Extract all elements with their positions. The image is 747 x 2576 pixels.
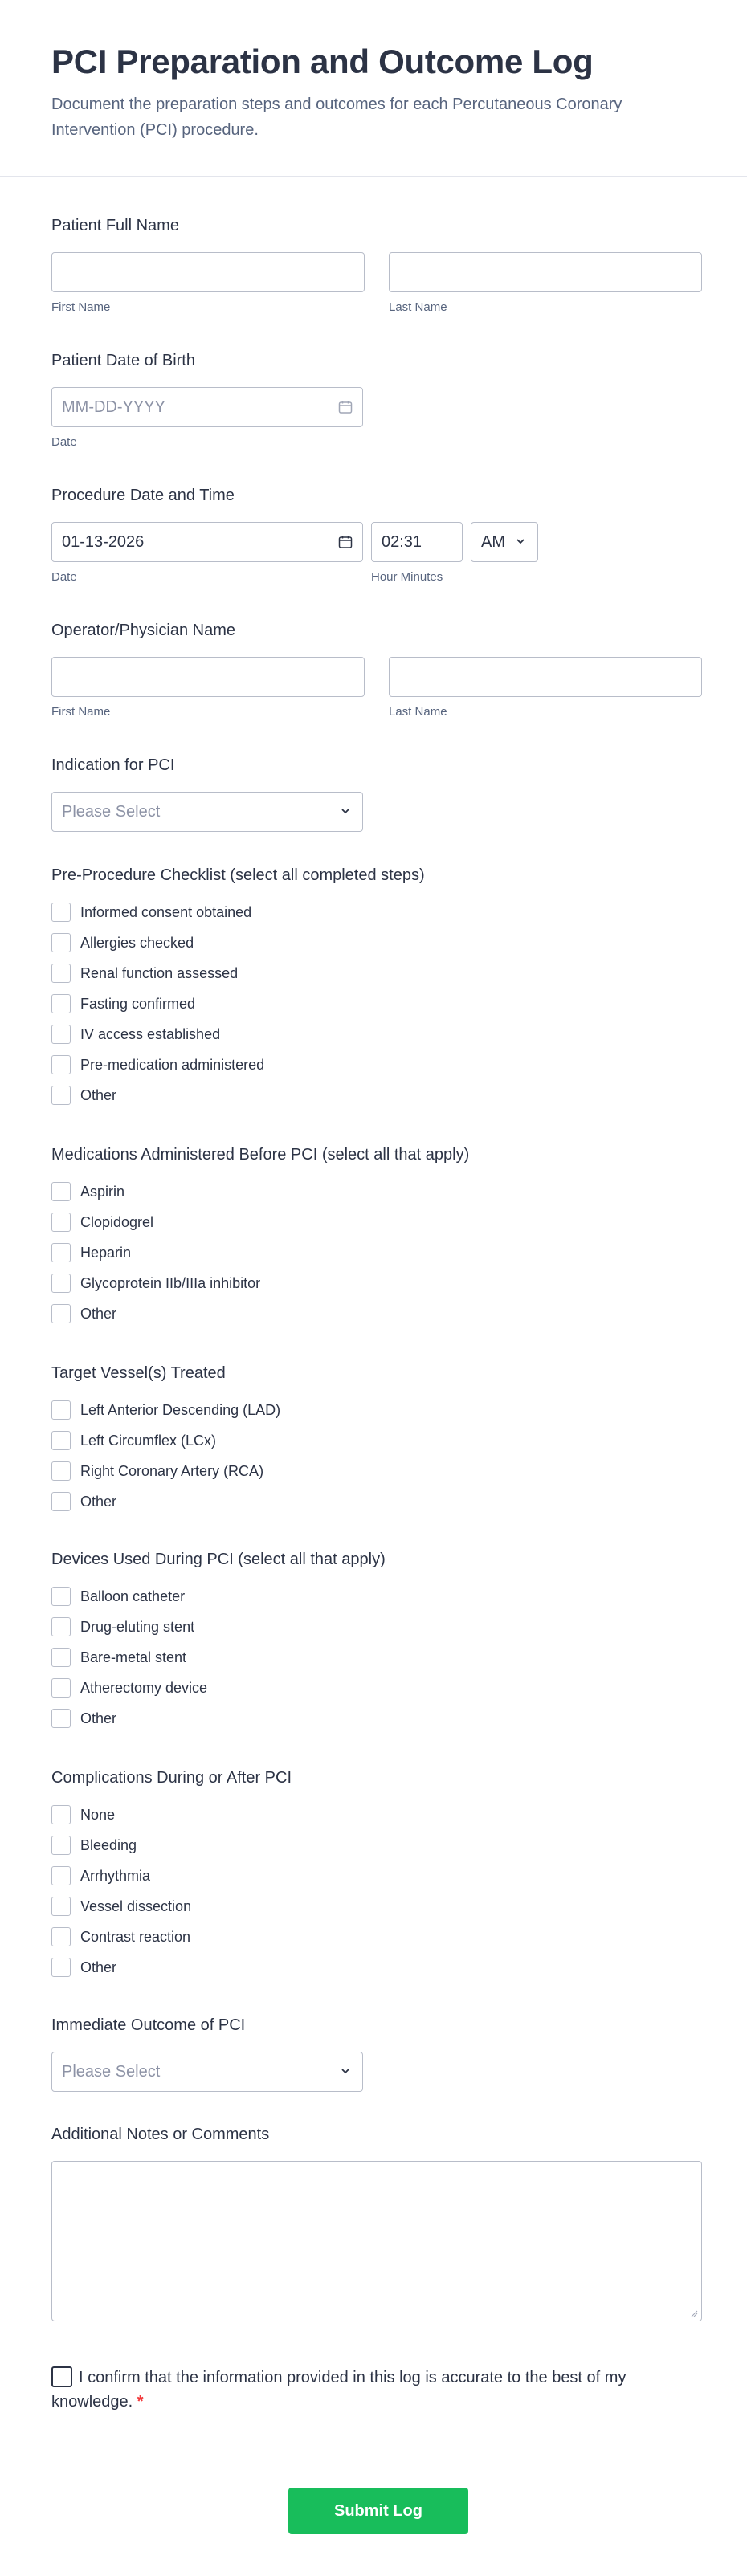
option-label: Heparin [80, 1244, 132, 1261]
checkbox[interactable] [51, 1243, 71, 1262]
option-label: Renal function assessed [80, 964, 239, 981]
option-label: None [80, 1806, 116, 1823]
checkbox[interactable] [51, 1836, 71, 1855]
outcome-section [51, 2015, 704, 2092]
checklist-label: Pre-Procedure Checklist (select all completed steps) [51, 866, 425, 884]
indication-label: Indication for PCI [51, 756, 175, 774]
checkbox-option[interactable] [51, 1019, 704, 1050]
checkbox-option[interactable] [51, 897, 704, 927]
option-label: Other [80, 1958, 117, 1975]
patient-first-name-sublabel: First Name [51, 300, 111, 314]
procedure-date-value: 01-13-2026 [62, 532, 145, 551]
operator-first-name-input[interactable] [51, 657, 365, 697]
vessels-options [51, 1395, 704, 1517]
checkbox-option[interactable] [51, 1800, 704, 1830]
checkbox[interactable] [51, 994, 71, 1013]
checkbox-option[interactable] [51, 1581, 704, 1612]
submit-button[interactable]: Submit Log [288, 2488, 468, 2534]
checkbox-option[interactable] [51, 1298, 704, 1329]
form-description: Document the preparation steps and outcomes for each Percutaneous Coronary Intervention (PCI) procedure. [51, 96, 622, 139]
checkbox[interactable] [51, 1431, 71, 1450]
option-label: IV access established [80, 1025, 221, 1042]
checkbox-option[interactable] [51, 927, 704, 958]
ampm-value: AM [481, 532, 505, 551]
patient-name-section [51, 215, 704, 314]
option-label: Right Coronary Artery (RCA) [80, 1462, 264, 1479]
indication-placeholder: Please Select [62, 802, 161, 821]
checkbox[interactable] [51, 1025, 71, 1044]
checkbox-option[interactable] [51, 1237, 704, 1268]
checkbox[interactable] [51, 1958, 71, 1977]
option-label: Clopidogrel [80, 1213, 154, 1230]
checkbox[interactable] [51, 1213, 71, 1232]
chevron-down-icon [340, 805, 351, 817]
procedure-time-value: 02:31 [382, 532, 422, 551]
checkbox[interactable] [51, 1182, 71, 1201]
procedure-date-input[interactable] [51, 522, 363, 562]
checkbox-option[interactable] [51, 1080, 704, 1111]
procedure-datetime-label: Procedure Date and Time [51, 487, 235, 504]
procedure-time-input[interactable] [371, 522, 463, 562]
option-label: Allergies checked [80, 934, 194, 951]
option-label: Other [80, 1086, 117, 1103]
checkbox[interactable] [51, 1492, 71, 1511]
patient-last-name-sublabel: Last Name [389, 300, 447, 314]
option-label: Aspirin [80, 1183, 125, 1200]
resize-handle-icon[interactable] [690, 2309, 698, 2317]
patient-first-name-input[interactable] [51, 252, 365, 292]
calendar-icon[interactable] [338, 535, 353, 549]
option-label: Bare-metal stent [80, 1649, 187, 1665]
option-label: Balloon catheter [80, 1588, 186, 1604]
checkbox-option[interactable] [51, 1425, 704, 1456]
ampm-select[interactable] [471, 522, 538, 562]
checkbox-option[interactable] [51, 1486, 704, 1517]
required-mark: * [137, 2393, 144, 2411]
chevron-down-icon [515, 536, 526, 547]
dob-label: Patient Date of Birth [51, 352, 195, 369]
medications-section [51, 1144, 704, 1329]
vessels-label: Target Vessel(s) Treated [51, 1364, 226, 1382]
option-label: Glycoprotein IIb/IIIa inhibitor [80, 1274, 261, 1291]
chevron-down-icon [340, 2065, 351, 2077]
operator-first-name-sublabel: First Name [51, 705, 111, 719]
option-label: Arrhythmia [80, 1867, 151, 1884]
checkbox[interactable] [51, 1461, 71, 1481]
checkbox-option[interactable] [51, 988, 704, 1019]
checkbox-option[interactable] [51, 1642, 704, 1673]
complications-label: Complications During or After PCI [51, 1769, 292, 1787]
option-label: Other [80, 1493, 117, 1510]
checkbox-option[interactable] [51, 1268, 704, 1298]
checkbox-option[interactable] [51, 1050, 704, 1080]
dob-sublabel: Date [51, 435, 77, 449]
outcome-label: Immediate Outcome of PCI [51, 2016, 246, 2034]
checkbox[interactable] [51, 1304, 71, 1323]
indication-section [51, 755, 704, 832]
devices-section [51, 1549, 704, 1734]
medications-options [51, 1176, 704, 1329]
checkbox[interactable] [51, 1927, 71, 1946]
checkbox[interactable] [51, 1055, 71, 1074]
checkbox[interactable] [51, 1648, 71, 1667]
complications-options [51, 1800, 704, 1983]
notes-textarea[interactable] [51, 2161, 702, 2321]
procedure-datetime-section [51, 485, 704, 584]
option-label: Bleeding [80, 1836, 137, 1853]
option-label: Informed consent obtained [80, 903, 252, 920]
dob-placeholder: MM-DD-YYYY [62, 397, 165, 416]
devices-label: Devices Used During PCI (select all that apply) [51, 1551, 386, 1568]
checkbox-option[interactable] [51, 1673, 704, 1703]
checkbox-option[interactable] [51, 1922, 704, 1952]
procedure-time-sublabel: Hour Minutes [371, 570, 443, 584]
checkbox-option[interactable] [51, 1612, 704, 1642]
checkbox-option[interactable] [51, 958, 704, 988]
option-label: Other [80, 1305, 117, 1322]
notes-label: Additional Notes or Comments [51, 2126, 270, 2143]
option-label: Left Circumflex (LCx) [80, 1432, 217, 1449]
confirm-row[interactable] [51, 2366, 643, 2414]
checkbox[interactable] [51, 903, 71, 922]
indication-select[interactable] [51, 792, 363, 832]
checklist-section [51, 865, 704, 1111]
checkbox[interactable] [51, 1400, 71, 1420]
checkbox[interactable] [51, 1274, 71, 1293]
operator-name-section [51, 620, 704, 719]
option-label: Vessel dissection [80, 1897, 192, 1914]
confirm-checkbox[interactable] [51, 2366, 72, 2387]
checkbox[interactable] [51, 1866, 71, 1885]
option-label: Contrast reaction [80, 1928, 191, 1945]
checkbox-option[interactable] [51, 1891, 704, 1922]
checkbox-option[interactable] [51, 1395, 704, 1425]
complications-section [51, 1767, 704, 1983]
patient-last-name-input[interactable] [389, 252, 702, 292]
confirm-section [51, 2366, 643, 2414]
checkbox-option[interactable] [51, 1703, 704, 1734]
form-title: PCI Preparation and Outcome Log [51, 43, 594, 80]
dob-input[interactable] [51, 387, 363, 427]
option-label: Fasting confirmed [80, 995, 196, 1012]
option-label: Pre-medication administered [80, 1056, 265, 1073]
dob-section [51, 350, 704, 449]
checkbox[interactable] [51, 1617, 71, 1636]
checkbox[interactable] [51, 1678, 71, 1698]
checkbox-option[interactable] [51, 1861, 704, 1891]
vessels-section [51, 1363, 704, 1517]
notes-section [51, 2124, 704, 2321]
checkbox-option[interactable] [51, 1952, 704, 1983]
checkbox-option[interactable] [51, 1456, 704, 1486]
confirm-text: I confirm that the information provided in this log is accurate to the best of my knowledge. [51, 2369, 627, 2411]
outcome-select[interactable] [51, 2052, 363, 2092]
checkbox[interactable] [51, 1587, 71, 1606]
form-header [0, 0, 747, 177]
checkbox[interactable] [51, 1897, 71, 1916]
medications-label: Medications Administered Before PCI (select all that apply) [51, 1146, 470, 1164]
checklist-options [51, 897, 704, 1111]
operator-name-label: Operator/Physician Name [51, 622, 235, 639]
checkbox[interactable] [51, 964, 71, 983]
option-label: Other [80, 1710, 117, 1726]
checkbox[interactable] [51, 1709, 71, 1728]
devices-options [51, 1581, 704, 1734]
option-label: Atherectomy device [80, 1679, 208, 1696]
operator-last-name-input[interactable] [389, 657, 702, 697]
checkbox-option[interactable] [51, 1176, 704, 1207]
checkbox[interactable] [51, 1086, 71, 1105]
operator-last-name-sublabel: Last Name [389, 705, 447, 719]
checkbox[interactable] [51, 1805, 71, 1824]
checkbox-option[interactable] [51, 1830, 704, 1861]
procedure-date-sublabel: Date [51, 570, 77, 584]
calendar-icon[interactable] [338, 400, 353, 414]
patient-name-label: Patient Full Name [51, 217, 179, 234]
checkbox[interactable] [51, 933, 71, 952]
option-label: Drug-eluting stent [80, 1618, 195, 1635]
checkbox-option[interactable] [51, 1207, 704, 1237]
option-label: Left Anterior Descending (LAD) [80, 1401, 281, 1418]
outcome-placeholder: Please Select [62, 2062, 161, 2081]
